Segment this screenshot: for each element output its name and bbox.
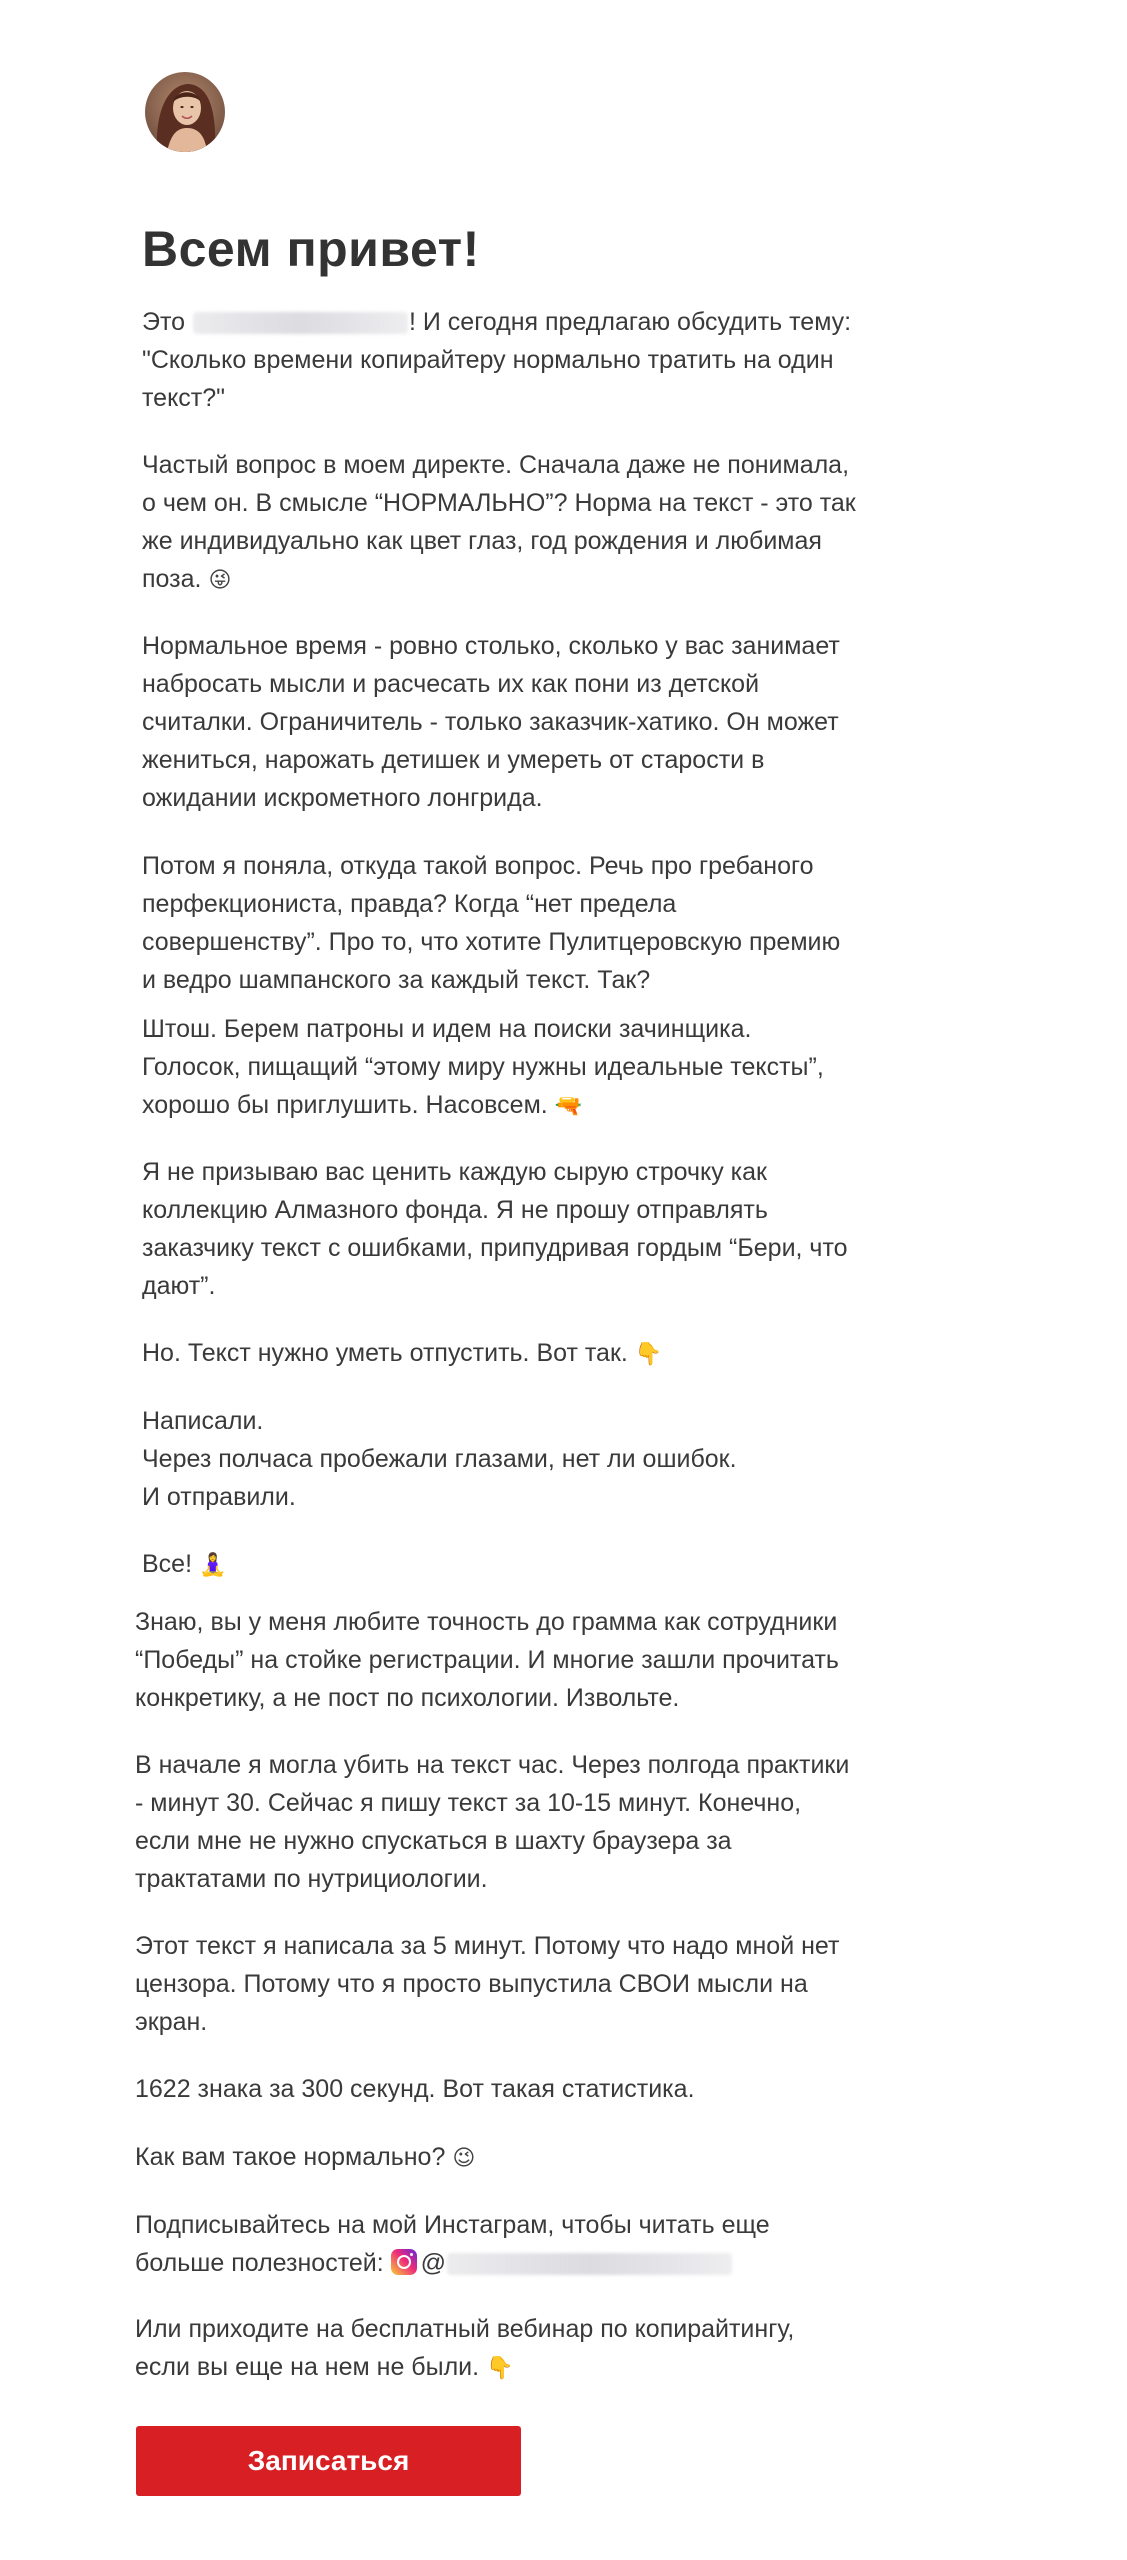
paragraph-12	[135, 1927, 935, 2041]
intro-paragraph	[142, 303, 942, 417]
p3-line-3: считалки. Ограничитель - только заказчик-хатико. Он может	[142, 708, 839, 736]
p6-line-1: Я не призываю вас ценить каждую сырую строчку как	[142, 1158, 767, 1186]
p8-line-2: Через полчаса пробежали глазами, нет ли ошибок.	[142, 1445, 737, 1473]
p15-line-1: Подписывайтесь на мой Инстаграм, чтобы читать еще	[135, 2211, 770, 2239]
p16-line-2: если вы еще на нем не были.	[135, 2353, 480, 2381]
paragraph-4	[142, 847, 942, 999]
paragraph-14	[135, 2138, 935, 2178]
p6-line-3: заказчику текст с ошибками, припудривая гордым “Бери, что	[142, 1234, 848, 1262]
p2-line-3: же индивидуально как цвет глаз, год рождения и любимая	[142, 527, 822, 555]
p6-line-2: коллекцию Алмазного фонда. Я не прошу отправлять	[142, 1196, 768, 1224]
winking-face-icon: 😉	[452, 2146, 476, 2171]
pointing-down-icon: 👇	[634, 1342, 663, 1367]
pointing-down-icon: 👇	[486, 2356, 514, 2381]
paragraph-11	[135, 1746, 935, 1898]
paragraph-16	[135, 2310, 935, 2388]
instagram-at[interactable]: @	[420, 2249, 447, 2277]
p2-line-1: Частый вопрос в моем директе. Сначала даже не понимала,	[142, 451, 850, 479]
p4-line-3: совершенству”. Про то, что хотите Пулитцеровскую премию	[142, 928, 841, 956]
avatar-image	[145, 72, 225, 152]
paragraph-9	[142, 1545, 942, 1585]
paragraph-5	[142, 1010, 942, 1126]
p8-line-1: Написали.	[142, 1407, 264, 1435]
paragraph-2	[142, 446, 942, 600]
p11-line-4: трактатами по нутрициологии.	[135, 1865, 488, 1893]
paragraph-3	[142, 627, 942, 817]
meditation-icon: 🧘‍♀	[198, 1553, 227, 1578]
p6-line-4: дают”.	[142, 1272, 216, 1300]
paragraph-13	[135, 2070, 935, 2108]
p10-line-1: Знаю, вы у меня любите точность до грамма как сотрудники	[135, 1608, 838, 1636]
p2-line-4: поза.	[142, 565, 202, 593]
p3-line-4: жениться, нарожать детишек и умереть от старости в	[142, 746, 765, 774]
p10-line-2: “Победы” на стойке регистрации. И многие зашли прочитать	[135, 1646, 839, 1674]
p13-line-1: 1622 знака за 300 секунд. Вот такая статистика.	[135, 2075, 695, 2103]
instagram-icon[interactable]	[391, 2249, 417, 2275]
p15-line-2: больше полезностей:	[135, 2249, 384, 2277]
p2-line-2: о чем он. В смысле “НОРМАЛЬНО”? Норма на текст - это так	[142, 489, 856, 517]
intro-line-2: "Сколько времени копирайтеру нормально тратить на один	[142, 346, 834, 374]
p11-line-2: - минут 30. Сейчас я пишу текст за 10-15 минут. Конечно,	[135, 1789, 802, 1817]
p5-line-2: Голосок, пищащий “этому миру нужны идеальные тексты”,	[142, 1053, 824, 1081]
intro-line-3: текст?"	[142, 384, 226, 412]
p12-line-3: экран.	[135, 2008, 208, 2036]
intro-text-end: ! И сегодня предлагаю обсудить тему:	[409, 308, 852, 336]
p10-line-3: конкретику, а не пост по психологии. Извольте.	[135, 1684, 680, 1712]
paragraph-15	[135, 2206, 935, 2282]
p16-line-1: Или приходите на бесплатный вебинар по копирайтингу,	[135, 2315, 795, 2343]
p11-line-3: если мне не нужно спускаться в шахту браузера за	[135, 1827, 732, 1855]
p9-line-1: Все!	[142, 1550, 193, 1578]
signup-button[interactable]: Записаться	[136, 2426, 521, 2496]
p3-line-5: ожидании искрометного лонгрида.	[142, 784, 543, 812]
p8-line-3: И отправили.	[142, 1483, 296, 1511]
p4-line-1: Потом я поняла, откуда такой вопрос. Речь про гребаного	[142, 852, 814, 880]
pistol-icon: 🔫	[554, 1094, 583, 1119]
avatar	[145, 72, 225, 152]
p3-line-2: набросать мысли и расчесать их как пони из детской	[142, 670, 760, 698]
intro-text-start: Это	[142, 308, 186, 336]
p5-line-3: хорошо бы приглушить. Насовсем.	[142, 1091, 548, 1119]
p4-line-4: и ведро шампанского за каждый текст. Так?	[142, 966, 651, 994]
greeting-title: Всем привет!	[142, 221, 480, 277]
paragraph-7	[142, 1334, 942, 1374]
p7-line-1: Но. Текст нужно уметь отпустить. Вот так.	[142, 1339, 628, 1367]
p14-line-1: Как вам такое нормально?	[135, 2143, 446, 2171]
redacted-name	[193, 312, 408, 334]
p11-line-1: В начале я могла убить на текст час. Через полгода практики	[135, 1751, 850, 1779]
p4-line-2: перфекциониста, правда? Когда “нет предела	[142, 890, 677, 918]
grinning-face-icon: 😜	[208, 568, 232, 593]
paragraph-8	[142, 1402, 942, 1516]
p3-line-1: Нормальное время - ровно столько, сколько у вас занимает	[142, 632, 840, 660]
paragraph-10	[135, 1603, 935, 1717]
paragraph-6	[142, 1153, 942, 1305]
p12-line-1: Этот текст я написала за 5 минут. Потому что надо мной нет	[135, 1932, 840, 1960]
p12-line-2: цензора. Потому что я просто выпустила СВОИ мысли на	[135, 1970, 808, 1998]
p5-line-1: Штош. Берем патроны и идем на поиски зачинщика.	[142, 1015, 752, 1043]
redacted-instagram-handle[interactable]	[447, 2253, 732, 2275]
